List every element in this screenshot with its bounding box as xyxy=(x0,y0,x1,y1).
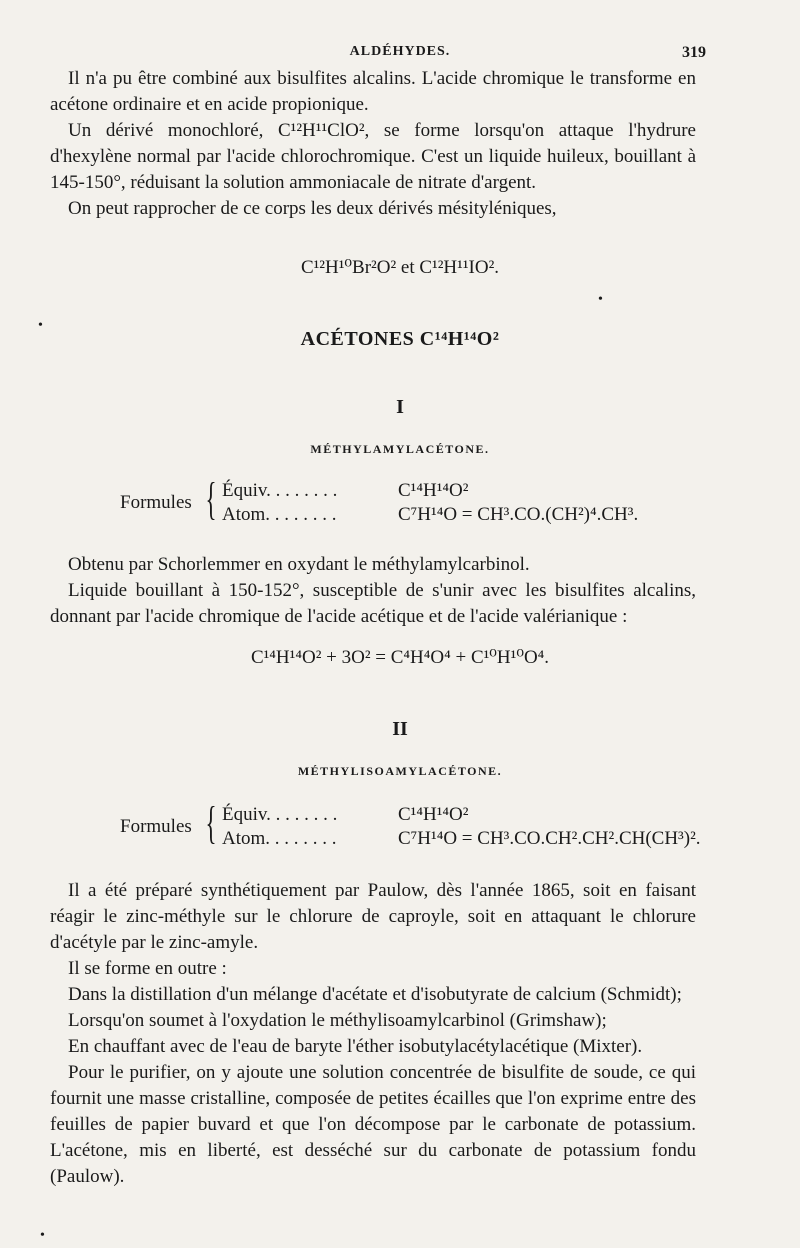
brace-icon: { xyxy=(205,797,217,848)
running-header: ALDÉHYDES. xyxy=(349,44,451,59)
paragraph: Il a été préparé synthétiquement par Paulow, dès l'année 1865, soit en faisant réagir le zinc-méthyle sur le chlorure de caproyle, soit en attaquant le chlorure d'acétyle par le zinc-amyle. xyxy=(50,880,696,953)
paragraph: Liquide bouillant à 150-152°, susceptible de s'unir avec les bisulfites alcalins, donnant par l'acide chromique de l'acide acétique et de l'acide valérianique : xyxy=(50,580,696,627)
paragraph: Obtenu par Schorlemmer en oxydant le méthylamylcarbinol. xyxy=(68,554,530,575)
compound-name: MÉTHYLAMYLACÉTONE. xyxy=(310,442,490,456)
paragraph: On peut rapprocher de ce corps les deux dérivés mésityléniques, xyxy=(68,198,557,219)
paragraph: Il n'a pu être combiné aux bisulfites alcalins. L'acide chromique le transforme en acétone ordinaire et en acide propionique. xyxy=(50,68,696,115)
equiv-formula: C¹⁴H¹⁴O² xyxy=(398,480,469,501)
formulas-label: Formules xyxy=(120,816,192,837)
margin-mark: • xyxy=(598,292,603,307)
mesitylene-formula: C¹²H¹⁰Br²O² et C¹²H¹¹IO². xyxy=(300,257,500,278)
section-title: ACÉTONES C¹⁴H¹⁴O² xyxy=(300,328,500,350)
section1-text xyxy=(50,552,696,630)
reaction-equation: C¹⁴H¹⁴O² + 3O² = C⁴H⁴O⁴ + C¹⁰H¹⁰O⁴. xyxy=(250,647,550,668)
compound-name: MÉTHYLISOAMYLACÉTONE. xyxy=(297,764,503,778)
atom-label: Atom. . . . . . . . xyxy=(222,828,337,849)
paragraph: Lorsqu'on soumet à l'oxydation le méthylisoamylcarbinol (Grimshaw); xyxy=(68,1010,607,1031)
margin-mark: • xyxy=(38,318,43,333)
paragraph: Il se forme en outre : xyxy=(68,958,227,979)
equiv-label: Équiv. . . . . . . . xyxy=(222,804,338,825)
section2-text xyxy=(50,878,696,1190)
formulas-label: Formules xyxy=(120,492,192,513)
atom-formula: C⁷H¹⁴O = CH³.CO.CH².CH².CH(CH³)². xyxy=(398,828,701,849)
paragraph: Dans la distillation d'un mélange d'acétate et d'isobutyrate de calcium (Schmidt); xyxy=(68,984,682,1005)
brace-icon: { xyxy=(205,473,217,524)
margin-mark: • xyxy=(40,1228,45,1243)
atom-formula: C⁷H¹⁴O = CH³.CO.(CH²)⁴.CH³. xyxy=(398,504,639,525)
intro-section xyxy=(50,66,696,222)
equiv-formula: C¹⁴H¹⁴O² xyxy=(398,804,469,825)
paragraph: Un dérivé monochloré, C¹²H¹¹ClO², se forme lorsqu'on attaque l'hydrure d'hexylène normal par l'acide chlorochromique. C'est un liquide huileux, bouillant à 145-150°, réduisant la solution ammoniacale de nitrate d'argent. xyxy=(50,120,696,193)
paragraph: Pour le purifier, on y ajoute une solution concentrée de bisulfite de soude, ce qui fournit une masse cristalline, composée de petites écailles que l'on exprime entre des feuilles de papier buvard et que l'on décompose par le carbonate de potassium. L'acétone, mis en liberté, est desséché sur du carbonate de potassium fondu (Paulow). xyxy=(50,1062,696,1187)
paragraph: En chauffant avec de l'eau de baryte l'éther isobutylacétylacétique (Mixter). xyxy=(68,1036,643,1057)
section-numeral: II xyxy=(392,718,408,740)
section-numeral: I xyxy=(396,396,404,418)
equiv-label: Équiv. . . . . . . . xyxy=(222,480,338,501)
atom-label: Atom. . . . . . . . xyxy=(222,504,337,525)
page-number: 319 xyxy=(682,44,706,61)
